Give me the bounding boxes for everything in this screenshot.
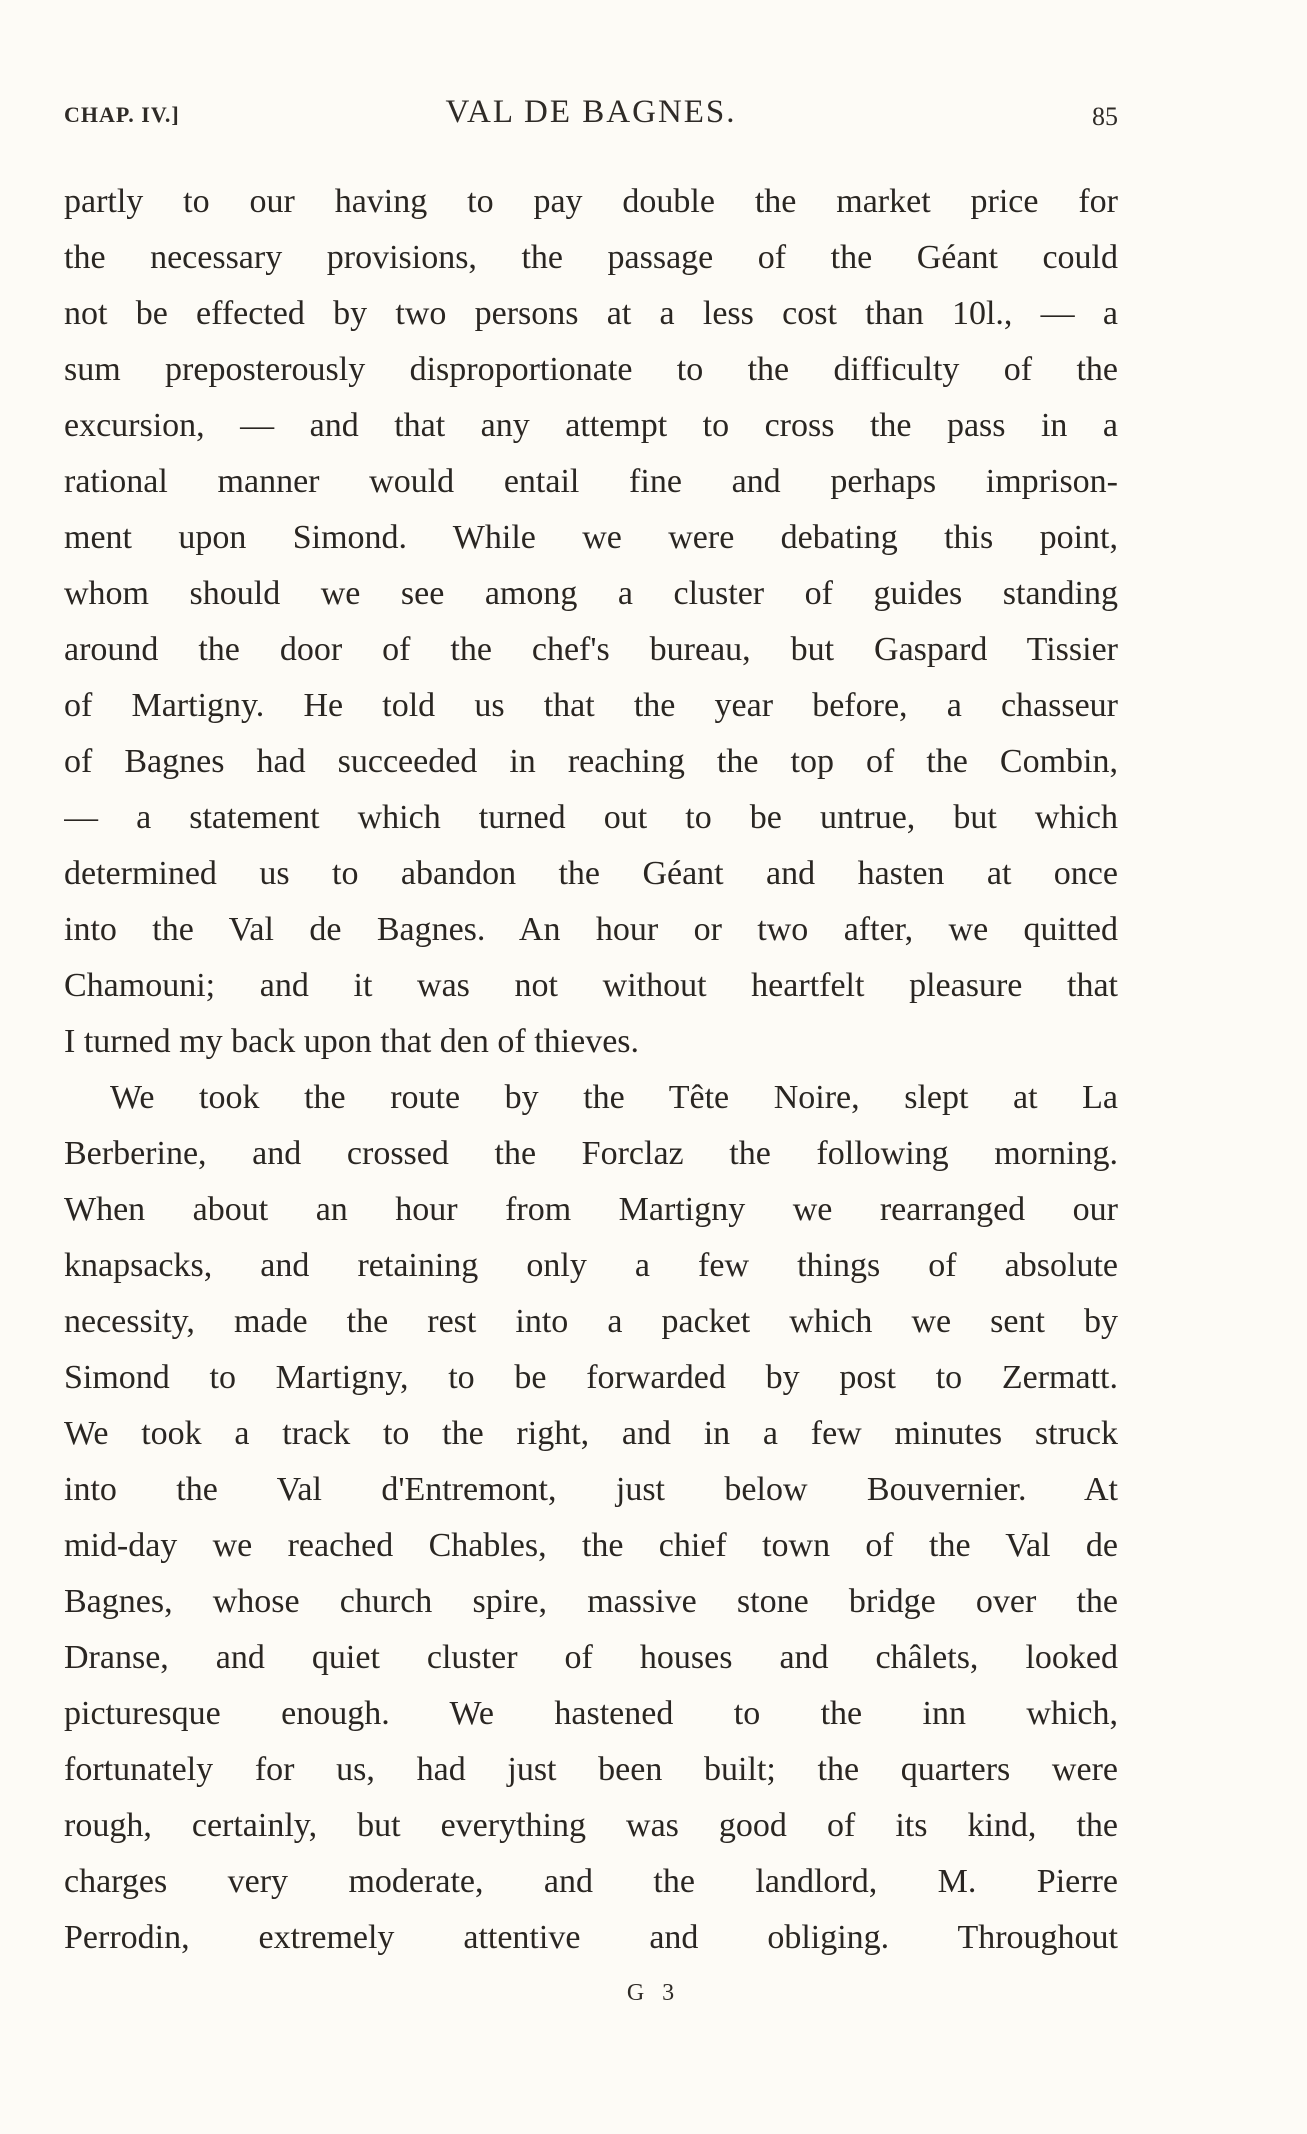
text-line: whom should we see among a cluster of guides standing bbox=[64, 575, 1118, 612]
text-line: I turned my back upon that den of thieves. bbox=[64, 1023, 640, 1060]
text-line: Simond to Martigny, to be forwarded by post to Zermatt. bbox=[64, 1359, 1118, 1396]
text-line: — a statement which turned out to be untrue, but which bbox=[64, 799, 1118, 836]
text-line: knapsacks, and retaining only a few things of absolute bbox=[64, 1247, 1118, 1284]
body-text bbox=[64, 174, 1118, 1966]
text-line: We took a track to the right, and in a few minutes struck bbox=[64, 1415, 1118, 1452]
text-line: necessity, made the rest into a packet which we sent by bbox=[64, 1303, 1118, 1340]
text-line: into the Val de Bagnes. An hour or two after, we quitted bbox=[64, 911, 1118, 948]
text-line: of Martigny. He told us that the year before, a chasseur bbox=[64, 687, 1118, 724]
signature-mark: G 3 bbox=[626, 1980, 681, 2006]
text-line: ment upon Simond. While we were debating this point, bbox=[64, 519, 1118, 556]
text-line: fortunately for us, had just been built; the quarters were bbox=[64, 1751, 1118, 1788]
running-header bbox=[64, 94, 1118, 134]
text-line: not be effected by two persons at a less cost than 10l., — a bbox=[64, 295, 1118, 332]
text-line: around the door of the chef's bureau, but Gaspard Tissier bbox=[64, 631, 1118, 668]
text-line: of Bagnes had succeeded in reaching the top of the Combin, bbox=[64, 743, 1118, 780]
text-line: sum preposterously disproportionate to the difficulty of the bbox=[64, 351, 1118, 388]
text-line: Bagnes, whose church spire, massive stone bridge over the bbox=[64, 1583, 1118, 1620]
page-title: VAL DE BAGNES. bbox=[445, 94, 737, 130]
text-line: mid-day we reached Chables, the chief town of the Val de bbox=[64, 1527, 1118, 1564]
text-line: determined us to abandon the Géant and hasten at once bbox=[64, 855, 1118, 892]
text-line: Dranse, and quiet cluster of houses and châlets, looked bbox=[64, 1639, 1118, 1676]
text-line: partly to our having to pay double the market price for bbox=[64, 183, 1118, 220]
text-line: When about an hour from Martigny we rearranged our bbox=[64, 1191, 1118, 1228]
text-line: Chamouni; and it was not without heartfelt pleasure that bbox=[64, 967, 1118, 1004]
text-line: into the Val d'Entremont, just below Bouvernier. At bbox=[64, 1471, 1118, 1508]
text-line: excursion, — and that any attempt to cross the pass in a bbox=[64, 407, 1118, 444]
text-line: We took the route by the Tête Noire, slept at La bbox=[110, 1079, 1118, 1116]
page-number: 85 bbox=[1092, 102, 1118, 131]
text-line: charges very moderate, and the landlord, M. Pierre bbox=[64, 1863, 1118, 1900]
text-line: rough, certainly, but everything was good of its kind, the bbox=[64, 1807, 1118, 1844]
text-line: the necessary provisions, the passage of the Géant could bbox=[64, 239, 1118, 276]
text-line: Berberine, and crossed the Forclaz the following morning. bbox=[64, 1135, 1118, 1172]
chapter-label: CHAP. IV.] bbox=[64, 102, 180, 127]
text-line: picturesque enough. We hastened to the inn which, bbox=[64, 1695, 1118, 1732]
text-line: Perrodin, extremely attentive and obliging. Throughout bbox=[64, 1919, 1118, 1956]
text-line: rational manner would entail fine and perhaps imprison- bbox=[64, 463, 1118, 500]
